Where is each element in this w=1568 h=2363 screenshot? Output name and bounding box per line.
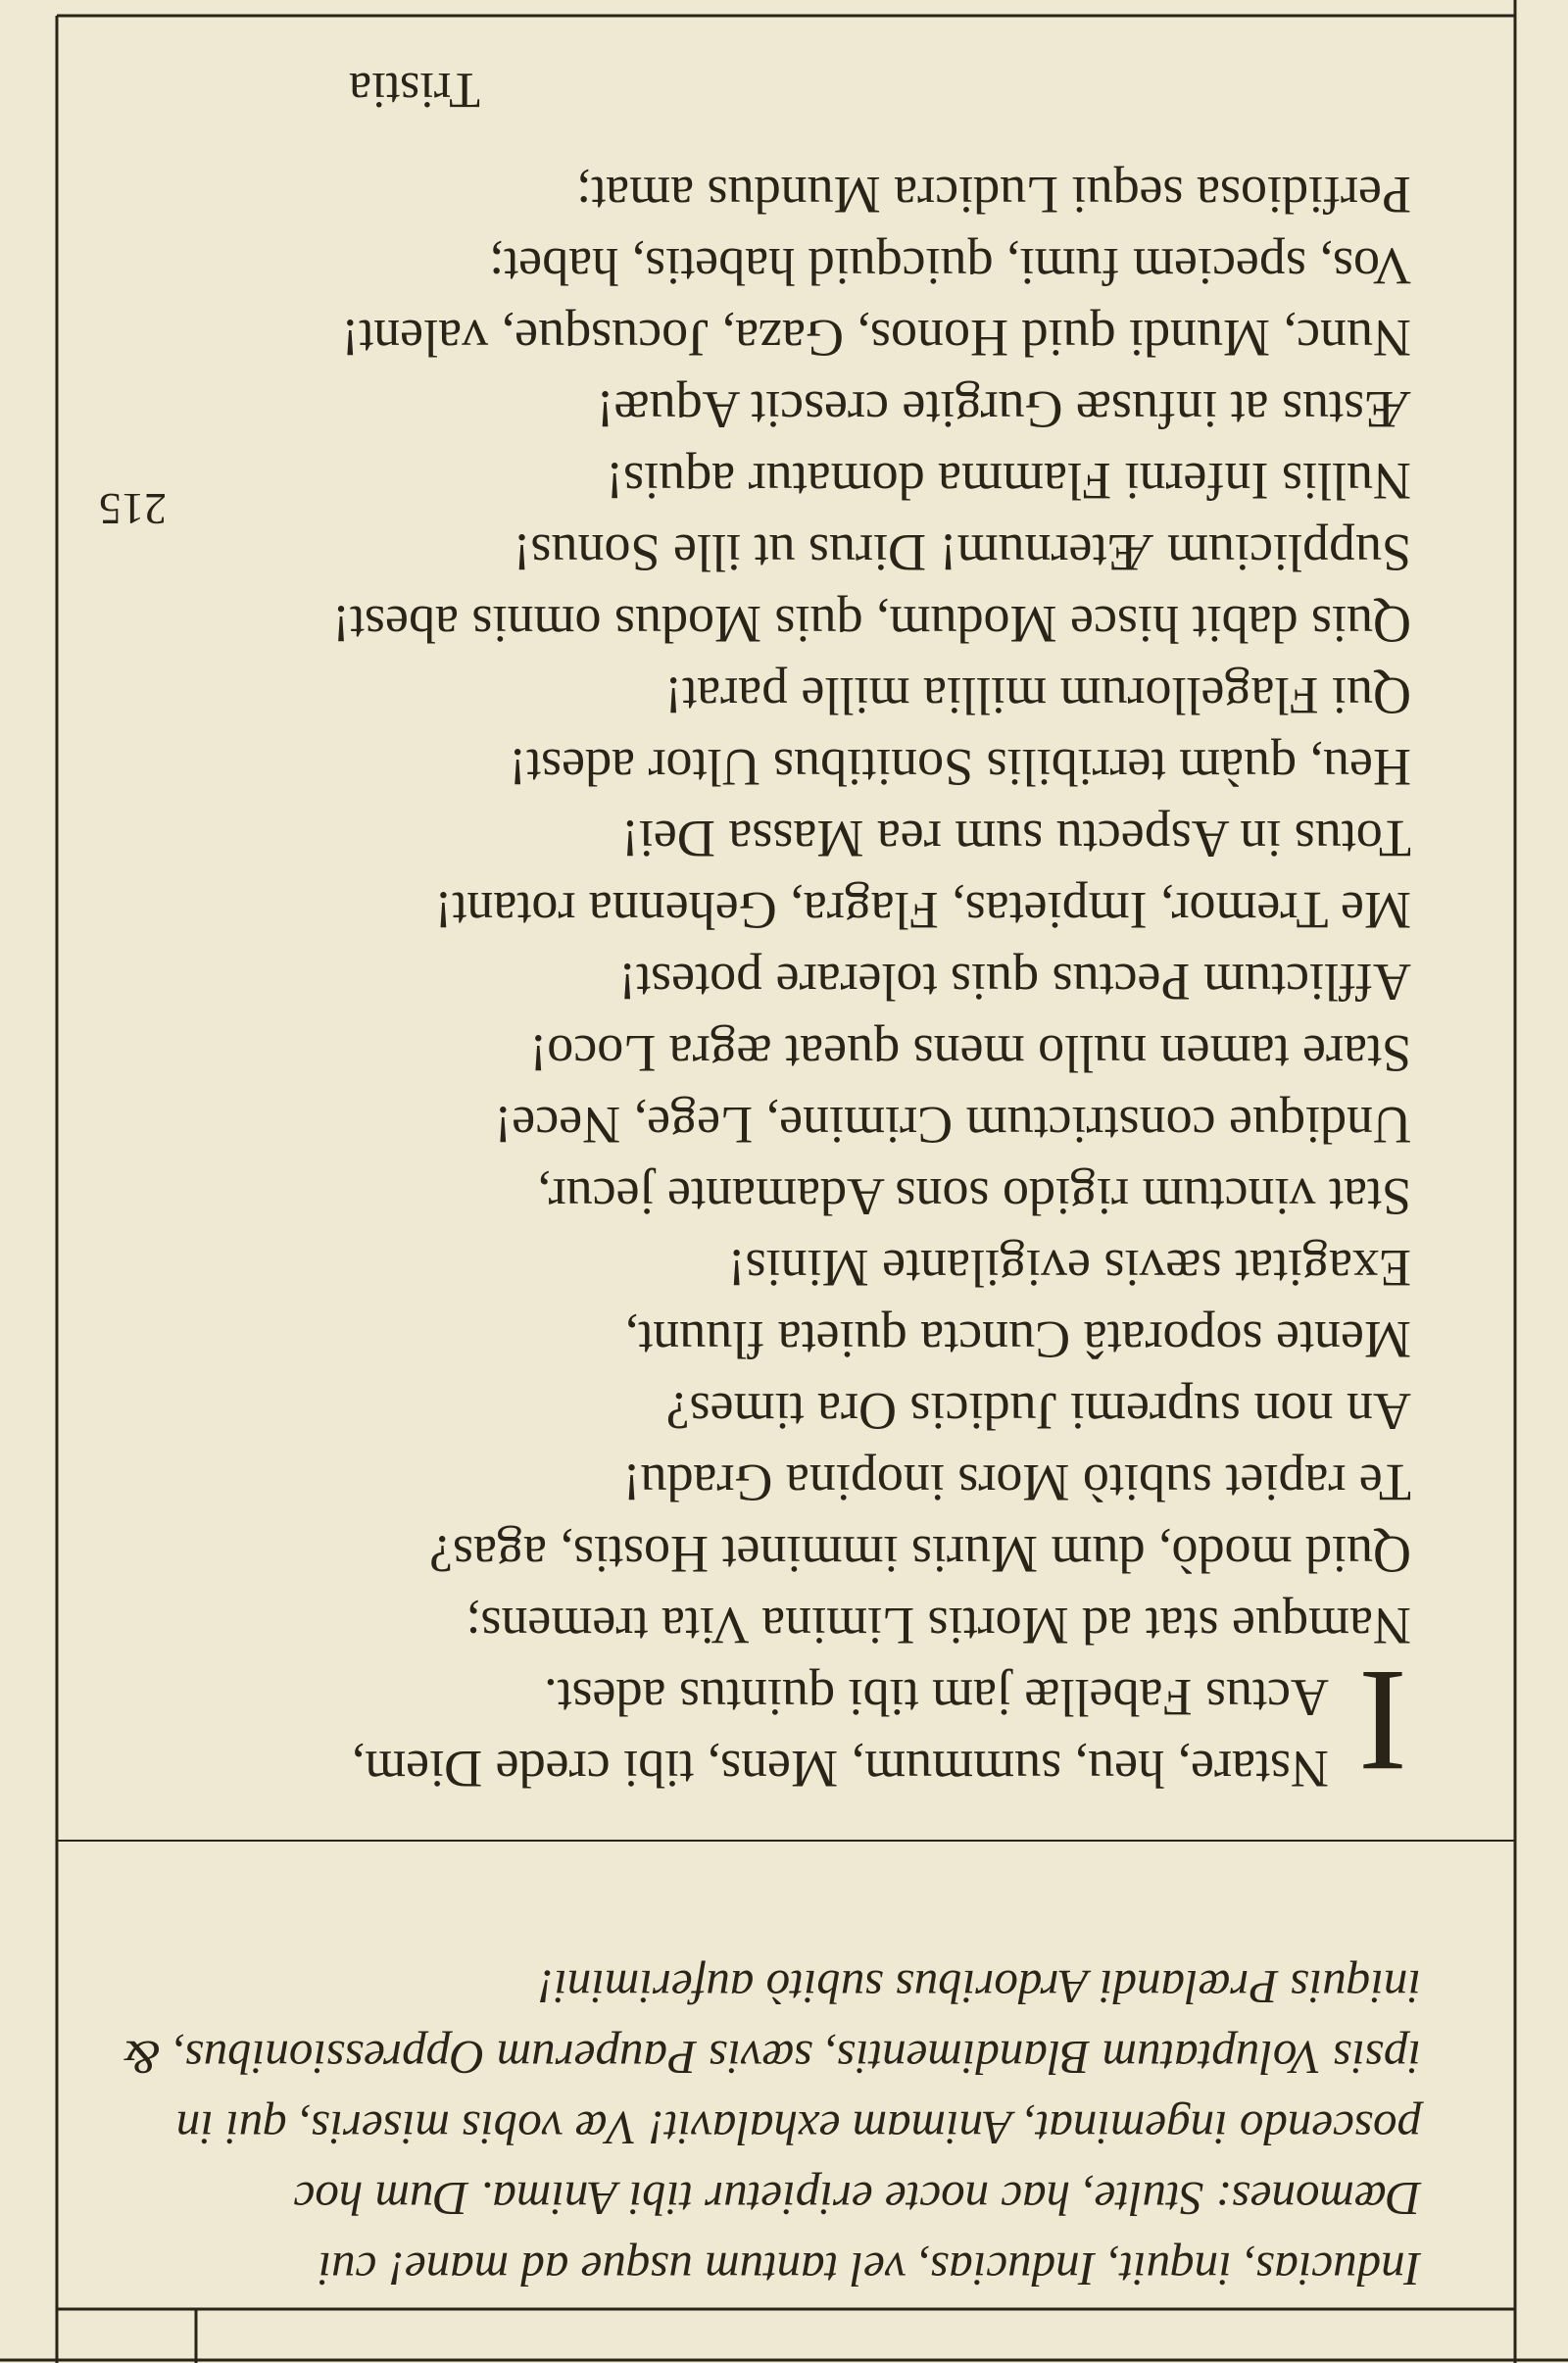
verse-line: Nunc, Mundi quid Honos, Gaza, Jocusque, valent! (341, 309, 1411, 368)
verse-line: Stare tamen nullo mens queat ægra Loco! (529, 1024, 1411, 1083)
verse-line: Vos, speciem fumi, quicquid habetis, habet; (489, 237, 1411, 296)
verse-line: Qui Flagellorum millia mille parat! (664, 666, 1411, 725)
verse-line: Te rapiet subitò Mors inopina Gradu! (622, 1453, 1411, 1512)
verse-line: An non supremi Judicis Ora times? (665, 1382, 1411, 1441)
verse-line: Perfidiosa sequi Ludicra Mundus amat; (576, 166, 1411, 224)
page-number: 215 (99, 484, 167, 534)
drop-cap: I (1358, 1640, 1407, 1802)
verse-line: Actus Fabellæ jam tibi quintus adest. (544, 1668, 1329, 1727)
verse-line: Supplicium Æternum! Dirus ut ille Sonus! (513, 523, 1411, 582)
catchword: Tristia (349, 62, 480, 118)
verse-block (98, 159, 1411, 1804)
verse-line: Æstus at infusæ Gurgite crescit Aquæ! (596, 380, 1411, 439)
verse-line: Heu, quàm terribilis Sonitibus Ultor adest! (509, 738, 1411, 797)
verse-line: Exagitat sævis evigilante Minis! (727, 1239, 1411, 1298)
prose-paragraph (108, 1951, 1421, 2304)
verse-line: Mente soporatâ Cuncta quieta fluunt, (624, 1310, 1411, 1369)
verse-line: Nstare, heu, summum, Mens, tibi crede Diem, (351, 1740, 1329, 1798)
verse-line: Stat vinctum rigido sons Adamante jecur, (537, 1167, 1411, 1226)
verse-line: Namque stat ad Mortis Limina Vita tremens; (466, 1597, 1411, 1655)
prose-text: Inducias, inquit, Inducias, vel tantum usque ad mane! cui Dæmones: Stulte, hac nocte eripietur tibi Anima. Dum hoc poscendo ingeminat, Animam exhalavit! Væ vobis miseris, qui in ipsis Voluptatum Blandimentis, sævis Pauperum Oppressionibus, & iniquis Prælandi Ardoribus subitò auferimini! (123, 1960, 1421, 2296)
verse-line: Afflictum Pectus quis tolerare potest! (618, 953, 1411, 1011)
verse-line: Nullis Inferni Flamma domatur aquis! (606, 452, 1411, 511)
verse-line: Totus in Aspectu sum rea Massa Dei! (620, 810, 1411, 868)
verse-line: Quid modò, dum Muris imminet Hostis, agas? (429, 1525, 1411, 1584)
verse-line: Undique constrictum Crimine, Lege, Nece! (494, 1096, 1411, 1155)
verse-line: Quis dabit hisce Modum, quis Modus omnis abest! (332, 595, 1411, 654)
verse-line: Me Tremor, Impietas, Flagra, Gehenna rotant! (434, 881, 1411, 940)
